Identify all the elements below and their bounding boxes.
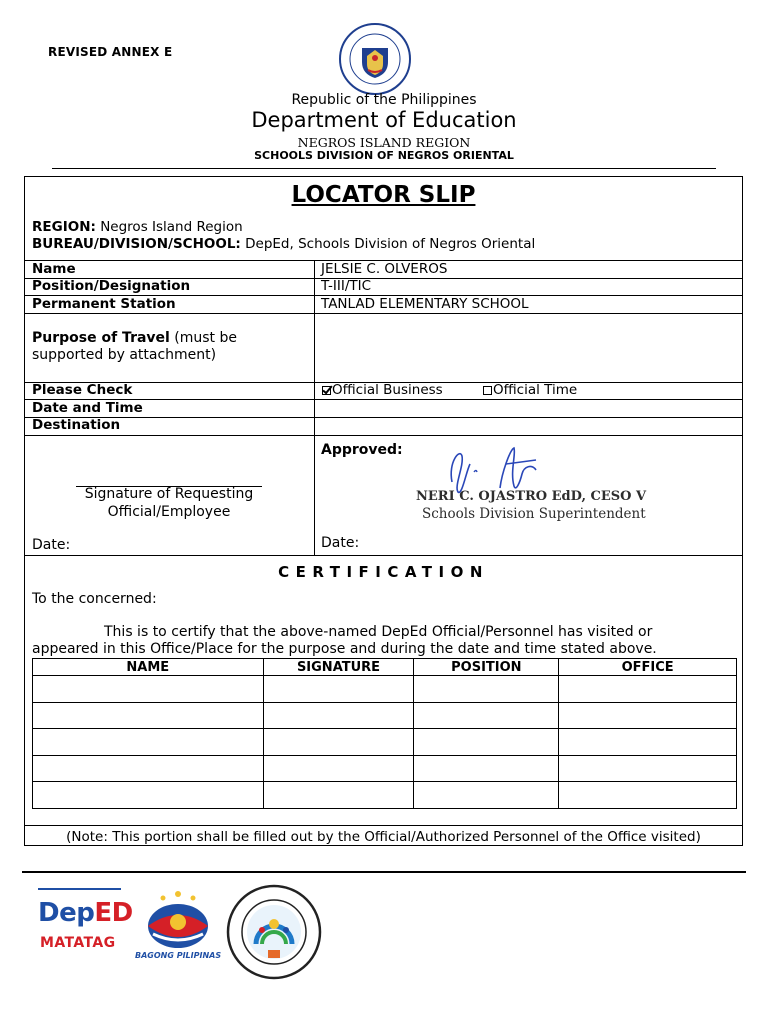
grid-line bbox=[24, 313, 743, 314]
column-header-office: OFFICE bbox=[559, 659, 737, 676]
table-cell[interactable] bbox=[559, 702, 737, 729]
table-header-row bbox=[33, 659, 737, 676]
position-value[interactable]: T-III/TIC bbox=[321, 278, 372, 294]
header-divider bbox=[52, 168, 716, 169]
approved-label: Approved: bbox=[321, 442, 403, 458]
division-seal-logo bbox=[224, 884, 324, 980]
republic-line: Republic of the Philippines bbox=[291, 92, 477, 108]
certification-body-line1: This is to certify that the above-named DepEd Official/Personnel has visited or bbox=[104, 624, 653, 640]
name-value[interactable]: JELSIE C. OLVEROS bbox=[321, 261, 448, 277]
certification-title: CERTIFICATION bbox=[278, 563, 489, 581]
station-value[interactable]: TANLAD ELEMENTARY SCHOOL bbox=[321, 296, 529, 312]
table-row bbox=[33, 702, 737, 729]
table-cell[interactable] bbox=[414, 702, 559, 729]
approver-title: Schools Division Superintendent bbox=[422, 506, 646, 522]
date-right: Date: bbox=[321, 535, 360, 551]
region-heading: NEGROS ISLAND REGION bbox=[297, 135, 471, 150]
table-cell[interactable] bbox=[414, 729, 559, 756]
table-cell[interactable] bbox=[33, 702, 264, 729]
table-cell[interactable] bbox=[33, 782, 264, 809]
deped-logo-bar bbox=[38, 888, 121, 890]
table-row bbox=[33, 676, 737, 703]
column-header-signature: SIGNATURE bbox=[263, 659, 414, 676]
purpose-label: Purpose of Travel (must be supported by attachment) bbox=[32, 330, 237, 363]
station-label: Permanent Station bbox=[32, 296, 176, 312]
position-label: Position/Designation bbox=[32, 278, 191, 294]
destination-label: Destination bbox=[32, 417, 121, 433]
table-cell[interactable] bbox=[263, 729, 414, 756]
column-header-position: POSITION bbox=[414, 659, 559, 676]
official-time-label: Official Time bbox=[493, 382, 578, 398]
table-cell[interactable] bbox=[414, 782, 559, 809]
table-row bbox=[33, 782, 737, 809]
purpose-value[interactable] bbox=[321, 316, 737, 378]
official-time-option[interactable] bbox=[483, 382, 577, 398]
column-header-name: NAME bbox=[33, 659, 264, 676]
table-cell[interactable] bbox=[263, 702, 414, 729]
date-left: Date: bbox=[32, 537, 71, 553]
official-time-checkbox[interactable] bbox=[483, 386, 492, 395]
annex-label: REVISED ANNEX E bbox=[48, 45, 173, 59]
table-cell[interactable] bbox=[559, 729, 737, 756]
bagong-pilipinas-label: BAGONG PILIPINAS bbox=[135, 951, 222, 960]
table-cell[interactable] bbox=[33, 676, 264, 703]
table-cell[interactable] bbox=[559, 782, 737, 809]
form-title: LOCATOR SLIP bbox=[291, 182, 476, 208]
table-cell[interactable] bbox=[263, 782, 414, 809]
table-cell[interactable] bbox=[414, 755, 559, 782]
official-business-option[interactable] bbox=[322, 382, 443, 398]
bagong-pilipinas-logo-icon bbox=[143, 888, 213, 952]
table-cell[interactable] bbox=[33, 755, 264, 782]
table-row bbox=[33, 729, 737, 756]
grid-line bbox=[24, 435, 743, 436]
table-row bbox=[33, 755, 737, 782]
region-value: Negros Island Region bbox=[100, 219, 243, 235]
grid-column-divider bbox=[314, 260, 315, 555]
grid-line bbox=[24, 417, 743, 418]
table-cell[interactable] bbox=[559, 676, 737, 703]
department-title: Department of Education bbox=[251, 108, 517, 132]
table-cell[interactable] bbox=[263, 676, 414, 703]
official-business-label: Official Business bbox=[332, 382, 443, 398]
certification-table bbox=[32, 658, 737, 809]
grid-line bbox=[24, 555, 743, 556]
matatag-label: MATATAG bbox=[40, 935, 116, 951]
check-label: Please Check bbox=[32, 382, 133, 398]
requesting-signature-label: Signature of Requesting Official/Employee bbox=[84, 486, 254, 520]
table-cell[interactable] bbox=[33, 729, 264, 756]
name-label: Name bbox=[32, 261, 76, 277]
footer-divider bbox=[22, 871, 746, 873]
bureau-label: BUREAU/DIVISION/SCHOOL: bbox=[32, 236, 241, 252]
region-line bbox=[32, 219, 243, 235]
certification-salutation: To the concerned: bbox=[32, 591, 157, 607]
table-cell[interactable] bbox=[414, 676, 559, 703]
division-heading: SCHOOLS DIVISION OF NEGROS ORIENTAL bbox=[254, 149, 514, 162]
certification-note: (Note: This portion shall be filled out by the Official/Authorized Personnel of the Office visited) bbox=[66, 829, 701, 845]
certification-body-line2: appeared in this Office/Place for the purpose and during the date and time stated above. bbox=[32, 641, 657, 657]
deped-matatag-logo: DepED bbox=[38, 898, 133, 928]
approver-name: NERI C. OJASTRO EdD, CESO V bbox=[416, 489, 647, 504]
table-cell[interactable] bbox=[263, 755, 414, 782]
table-cell[interactable] bbox=[559, 755, 737, 782]
region-label: REGION: bbox=[32, 219, 96, 235]
official-business-checkbox[interactable] bbox=[322, 386, 331, 395]
datetime-label: Date and Time bbox=[32, 400, 143, 416]
note-divider bbox=[24, 825, 743, 826]
bureau-line bbox=[32, 236, 535, 252]
bureau-value: DepEd, Schools Division of Negros Oriental bbox=[245, 236, 536, 252]
deped-seal-logo bbox=[338, 22, 412, 96]
